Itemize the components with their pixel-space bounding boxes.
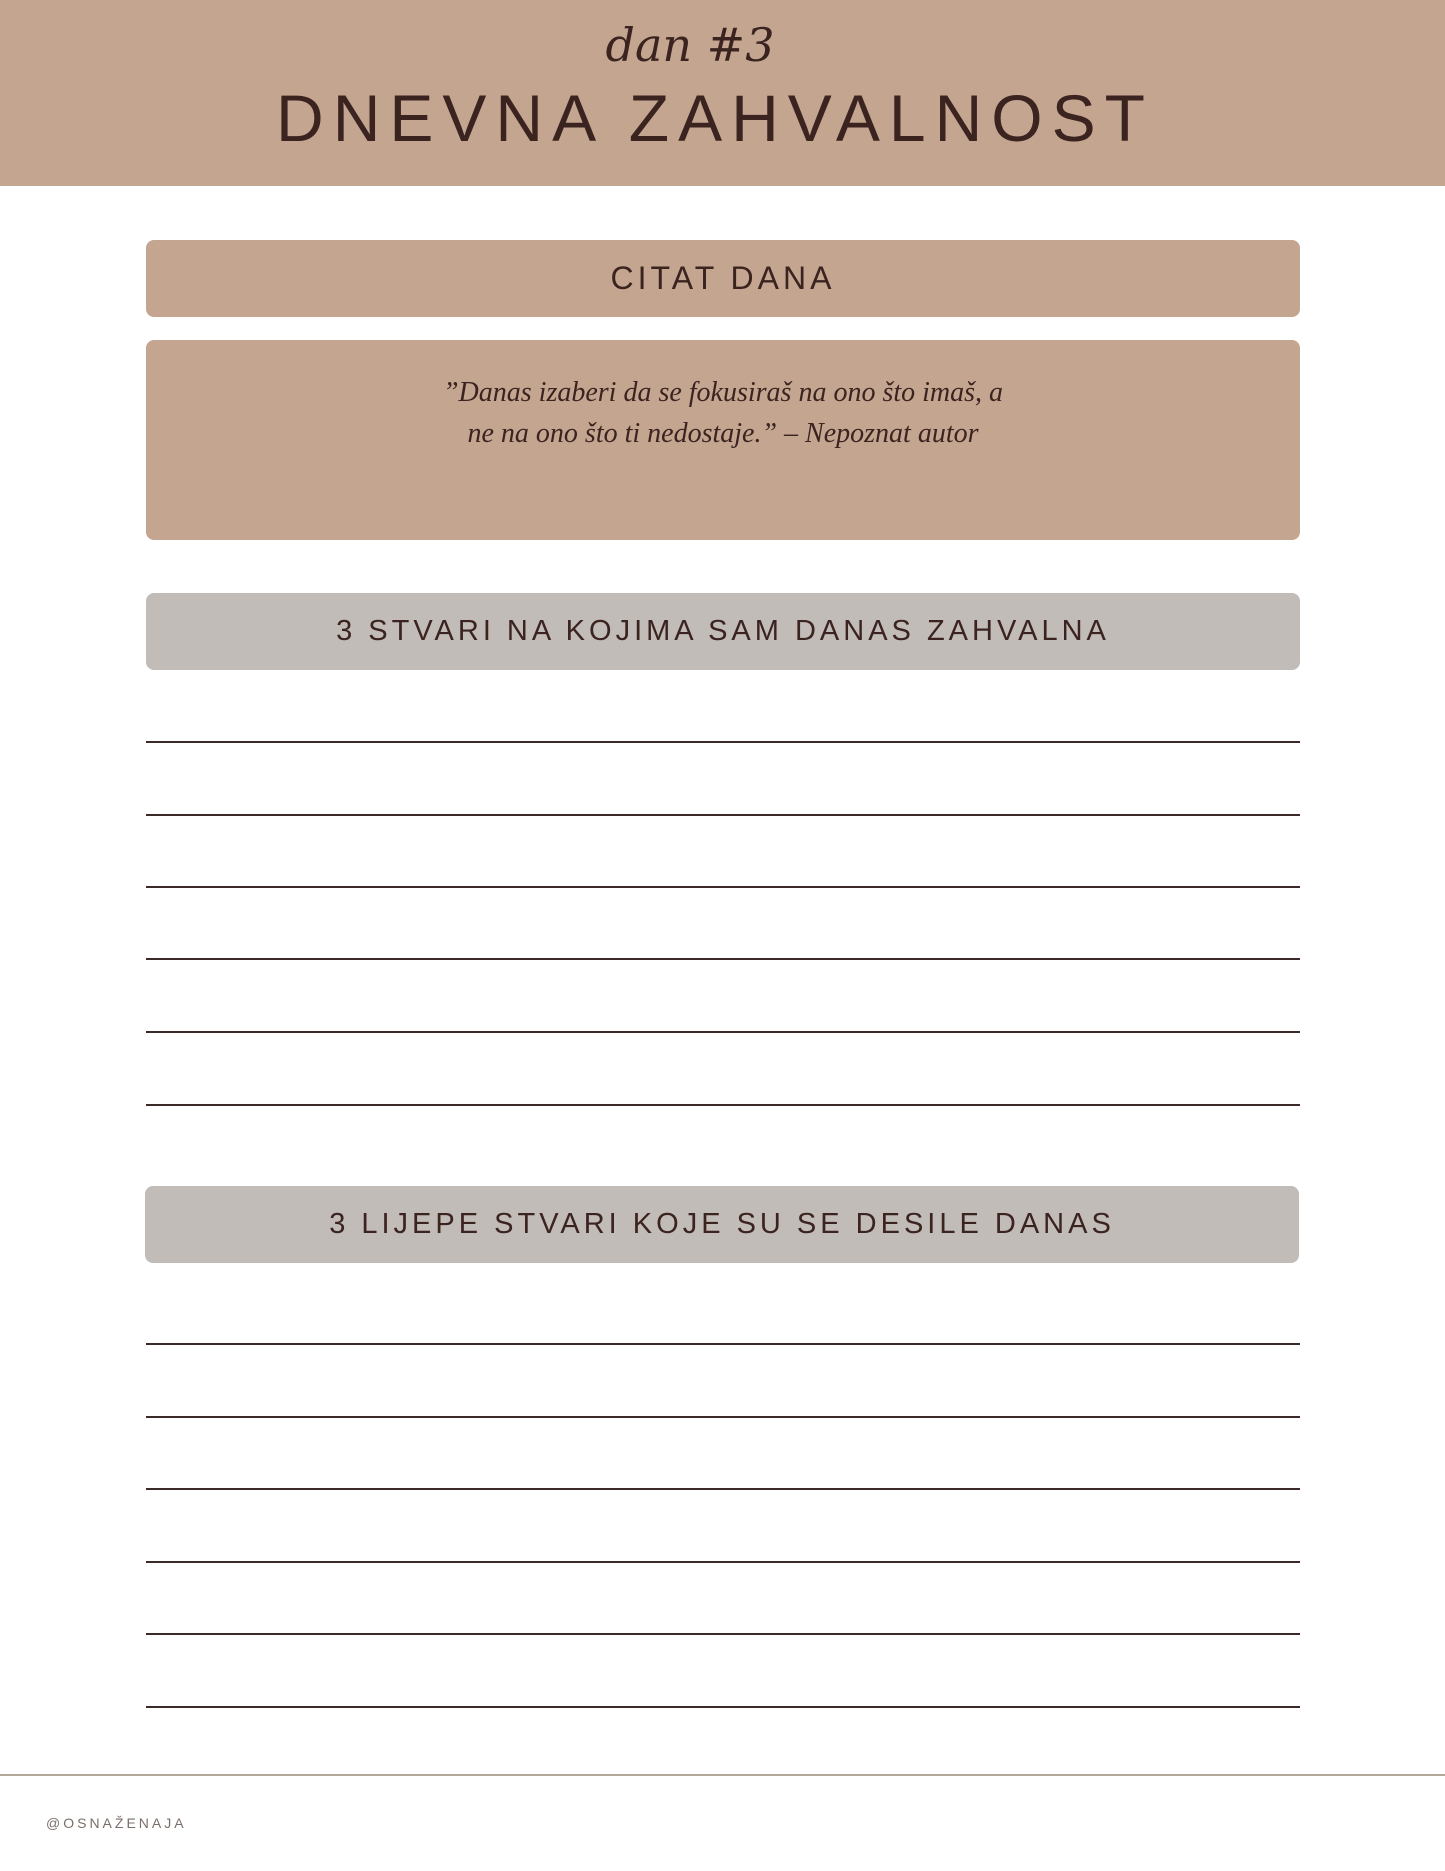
gratitude-section-label: 3 STVARI NA KOJIMA SAM DANAS ZAHVALNA [336,615,1110,647]
good-things-writing-line-5[interactable] [146,1633,1300,1635]
quote-section-header [146,240,1300,317]
good-things-writing-line-1[interactable] [146,1343,1300,1345]
gratitude-writing-line-1[interactable] [146,741,1300,743]
good-things-writing-line-4[interactable] [146,1561,1300,1563]
quote-section-label: CITAT DANA [610,260,836,296]
gratitude-writing-line-4[interactable] [146,958,1300,960]
good-things-writing-line-2[interactable] [146,1416,1300,1418]
quote-line-2: ne na ono što ti nedostaje.” – Nepoznat autor [467,418,979,449]
gratitude-section-header [146,593,1300,670]
footer-divider [0,1774,1445,1776]
gratitude-writing-line-2[interactable] [146,814,1300,816]
good-things-section-header [145,1186,1299,1263]
good-things-writing-line-6[interactable] [146,1706,1300,1708]
quote-text [146,372,1300,454]
gratitude-writing-line-5[interactable] [146,1031,1300,1033]
gratitude-writing-line-6[interactable] [146,1104,1300,1106]
quote-box [146,340,1300,540]
gratitude-writing-line-3[interactable] [146,886,1300,888]
good-things-section-label: 3 LIJEPE STVARI KOJE SU SE DESILE DANAS [329,1208,1115,1240]
good-things-writing-line-3[interactable] [146,1488,1300,1490]
quote-line-1: ”Danas izaberi da se fokusiraš na ono što imaš, a [442,377,1004,408]
day-label: dan #3 [605,18,775,72]
footer-handle: @OSNAŽENAJA [46,1815,187,1831]
page-title: DNEVNA ZAHVALNOST [276,81,1154,155]
page-header [0,0,1445,186]
